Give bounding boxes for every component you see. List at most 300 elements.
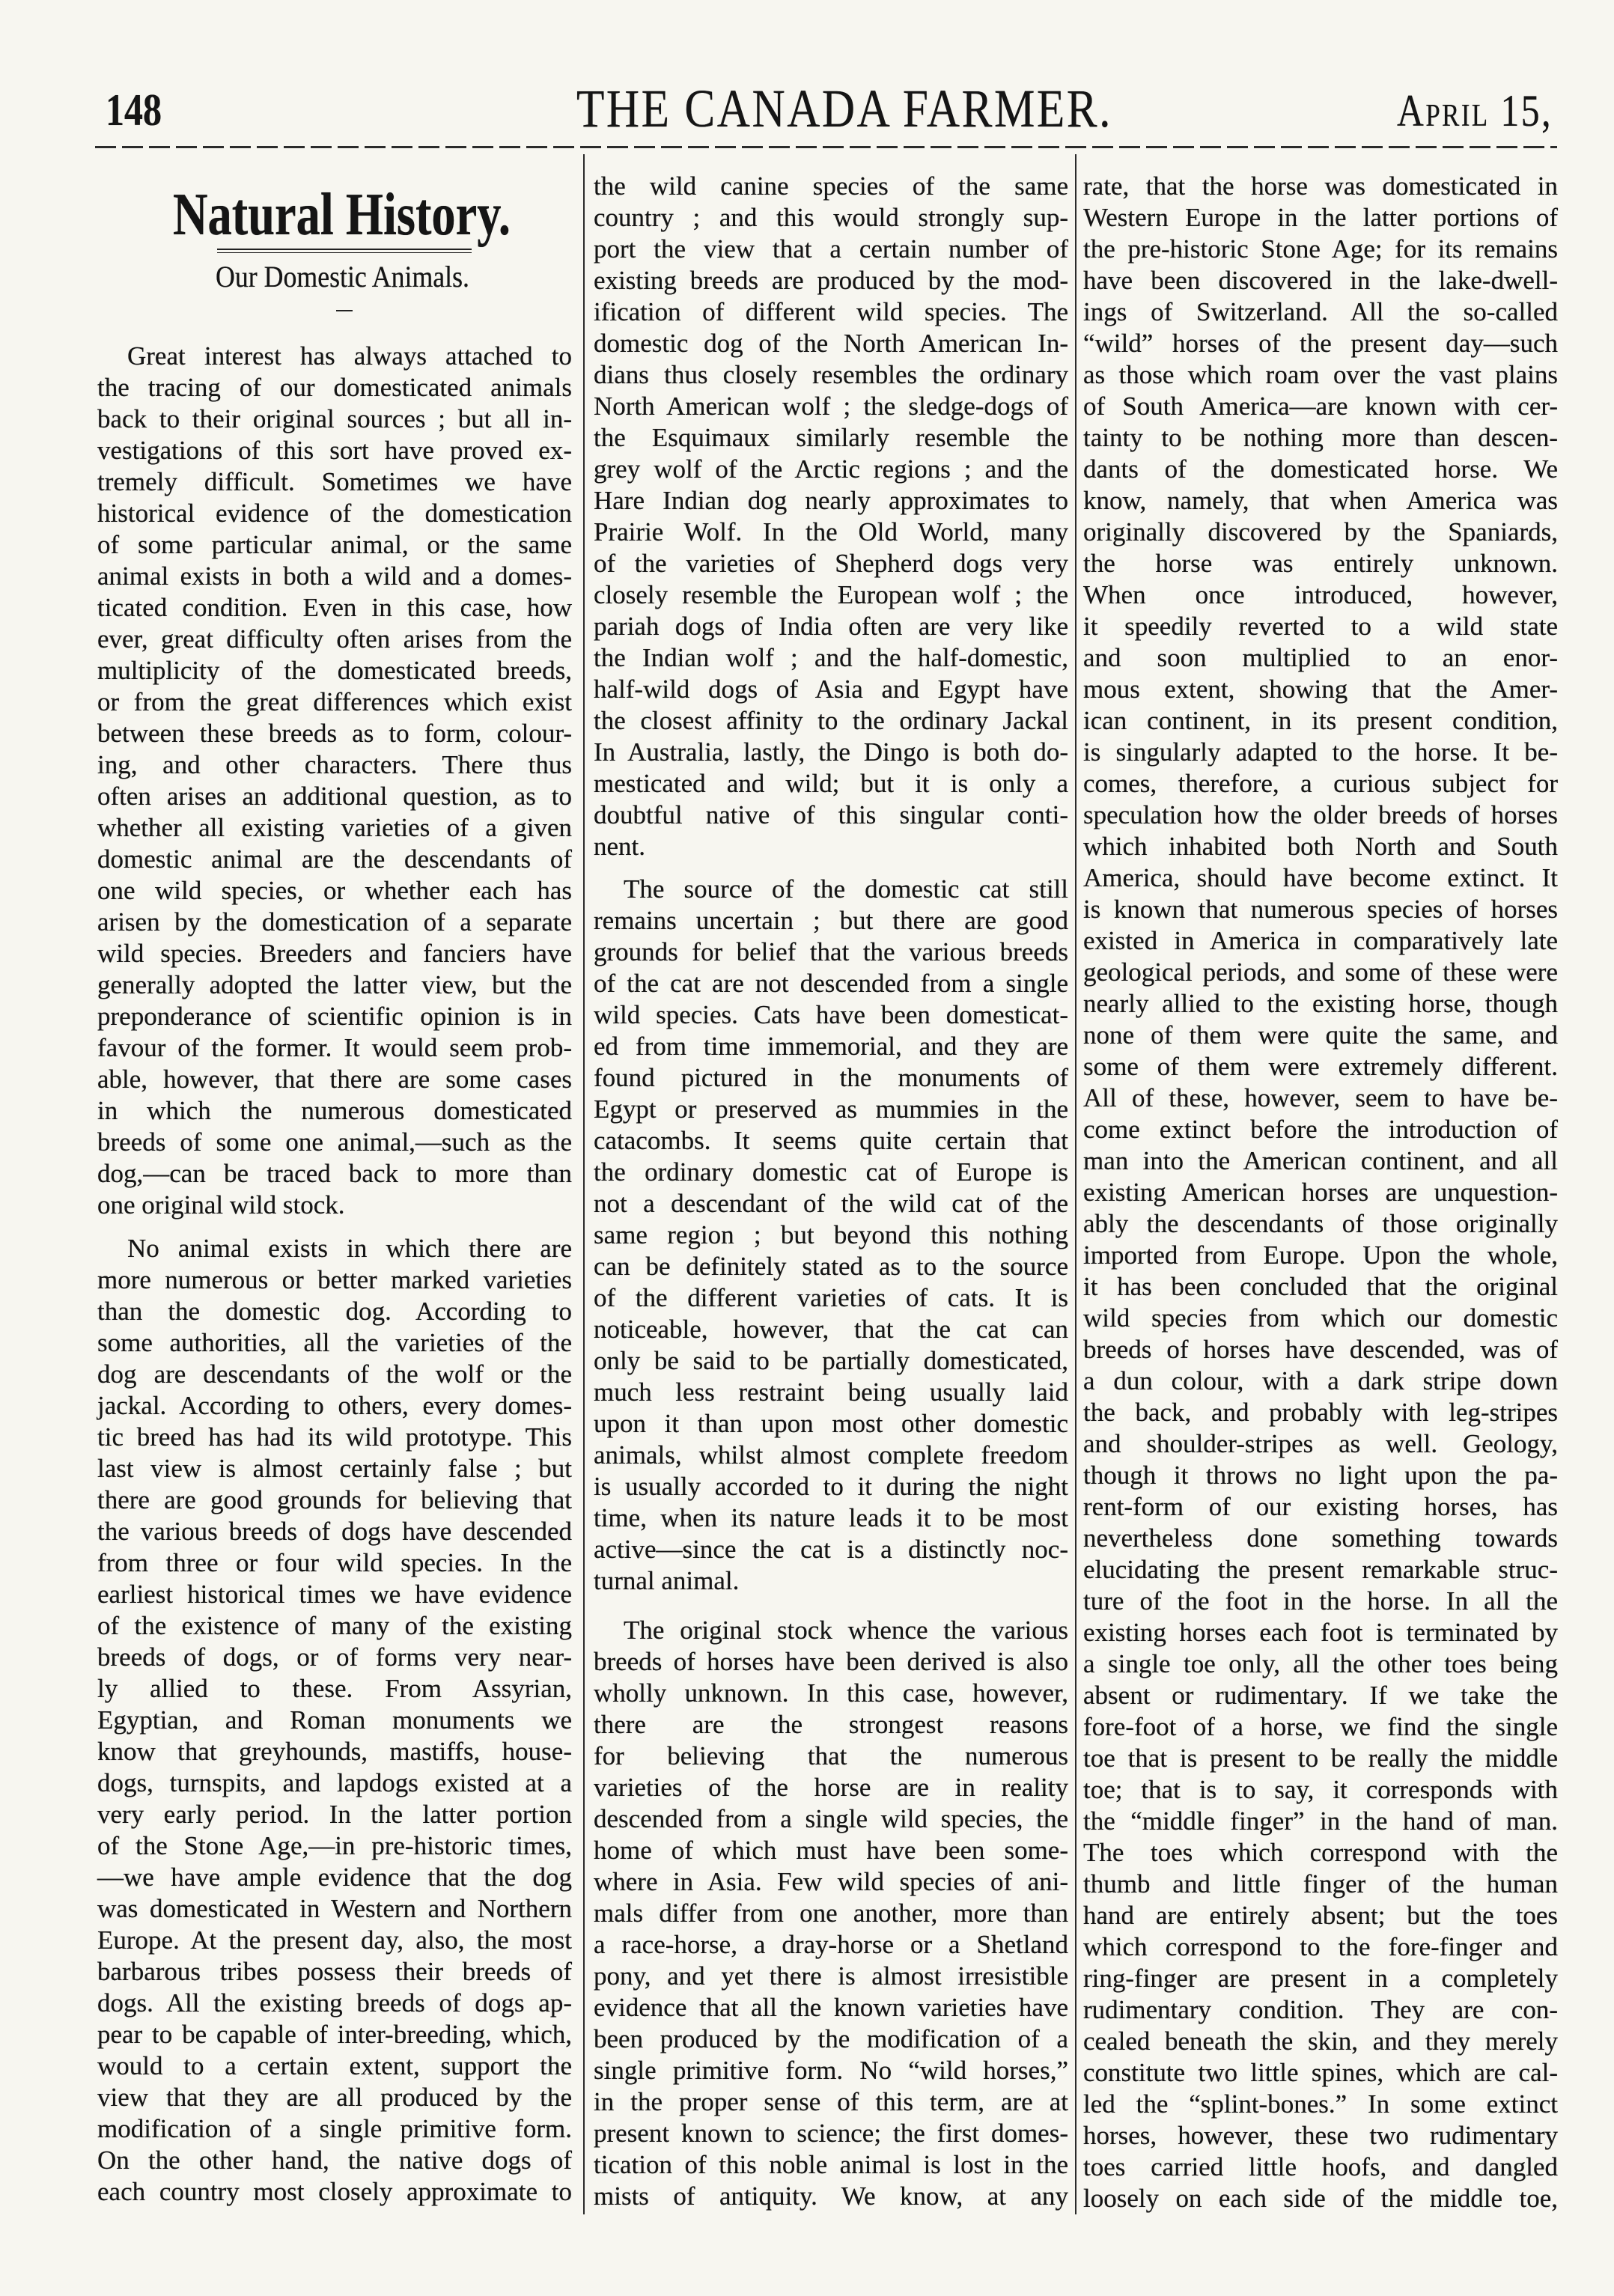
- text-line: [97, 1453, 572, 1485]
- text-line-content: dog,—can be traced back to more than: [97, 1159, 572, 1188]
- page-number-text: 148: [106, 85, 162, 135]
- text-line-content: breeds of horses have descended, was of: [1083, 1335, 1558, 1364]
- text-line-content: the closest affinity to the ordinary Jackal: [594, 706, 1068, 735]
- text-line: [594, 1898, 1068, 1929]
- text-line-content: breeds of horses have been derived is also: [594, 1647, 1068, 1676]
- text-line-content: tremely difficult. Sometimes we have: [97, 467, 572, 496]
- text-line-content: loosely on each side of the middle toe,: [1083, 2184, 1558, 2213]
- text-line: [1083, 925, 1558, 957]
- text-line: [1083, 1806, 1558, 1837]
- text-line: [1083, 768, 1558, 800]
- text-line-content: generally adopted the latter view, but the: [97, 970, 572, 999]
- text-line-content: Europe. At the present day, also, the most: [97, 1925, 572, 1955]
- text-line: [1083, 2120, 1558, 2152]
- text-line-content: tication of this noble animal is lost in the: [594, 2150, 1068, 2179]
- text-line-content: is usually accorded to it during the night: [594, 1472, 1068, 1501]
- text-line-content: each country most closely approximate to: [97, 2177, 572, 2206]
- text-line: [594, 1929, 1068, 1961]
- article-title: [216, 262, 469, 292]
- text-line-content: descended from a single wild species, the: [594, 1804, 1068, 1833]
- issue-date-text: April 15,: [1397, 86, 1553, 135]
- text-line-content: rate, that the horse was domesticated in: [1083, 171, 1558, 201]
- text-line-content: preponderance of scientific opinion is in: [97, 1002, 572, 1031]
- text-line-content: ed from time immemorial, and they are: [594, 1032, 1068, 1061]
- text-line: [594, 1125, 1068, 1157]
- text-line: [97, 341, 572, 372]
- text-line-content: one wild species, or whether each has: [97, 876, 572, 905]
- text-line-content: rudimentary condition. They are con-: [1083, 1995, 1558, 2024]
- text-line-content: where in Asia. Few wild species of ani-: [594, 1867, 1068, 1896]
- paragraph: [594, 171, 1068, 862]
- text-line-content: know, namely, that when America was: [1083, 486, 1558, 515]
- text-line: [594, 579, 1068, 611]
- text-line: [1083, 579, 1558, 611]
- text-line-content: turnal animal.: [594, 1566, 740, 1595]
- text-line-content: animal exists in both a wild and a domes-: [97, 561, 572, 591]
- text-line: [1083, 642, 1558, 674]
- text-line-content: Egypt or preserved as mummies in the: [594, 1094, 1068, 1124]
- text-line-content: closely resemble the European wolf ; the: [594, 580, 1068, 609]
- text-line: [97, 592, 572, 624]
- text-line: [594, 422, 1068, 454]
- paragraph: [97, 1233, 572, 2208]
- text-line-content: originally discovered by the Spaniards,: [1083, 517, 1558, 546]
- text-line-content: The toes which correspond with the: [1083, 1838, 1558, 1867]
- text-line-content: have been discovered in the lake-dwell-: [1083, 266, 1558, 295]
- paragraph: [97, 341, 572, 1221]
- text-line-content: grey wolf of the Arctic regions ; and the: [594, 454, 1068, 484]
- text-line-content: is known that numerous species of horses: [1083, 895, 1558, 924]
- text-line: [97, 1736, 572, 1767]
- text-line-content: the wild canine species of the same: [594, 171, 1068, 201]
- text-line: [1083, 1397, 1558, 1428]
- text-line-content: catacombs. It seems quite certain that: [594, 1126, 1068, 1155]
- text-line: [594, 1741, 1068, 1772]
- text-line: [97, 404, 572, 435]
- text-line-content: pony, and yet there is almost irresistible: [594, 1961, 1068, 1991]
- text-line: [594, 1251, 1068, 1282]
- text-line-content: it has been concluded that the original: [1083, 1272, 1558, 1301]
- text-line: [97, 1001, 572, 1032]
- text-line-content: arisen by the domestication of a separate: [97, 907, 572, 937]
- text-line: [97, 1956, 572, 1988]
- text-line: [1083, 800, 1558, 831]
- text-line: [594, 391, 1068, 422]
- column-2: [594, 171, 1068, 2212]
- column-divider: [583, 154, 585, 2214]
- text-line: [97, 2050, 572, 2082]
- text-line: [97, 1390, 572, 1422]
- text-line: [97, 1893, 572, 1925]
- text-line: [97, 1988, 572, 2019]
- text-line: [594, 2149, 1068, 2181]
- text-line: [594, 2118, 1068, 2149]
- text-line-content: been produced by the modification of a: [594, 2024, 1068, 2053]
- text-line-content: geological periods, and some of these were: [1083, 957, 1558, 987]
- text-line-content: from three or four wild species. In the: [97, 1548, 572, 1577]
- text-line: [97, 1579, 572, 1610]
- masthead: [576, 79, 1112, 138]
- text-line-content: multiplicity of the domesticated breeds,: [97, 656, 572, 685]
- text-line-content: is singularly adapted to the horse. It be-: [1083, 737, 1558, 767]
- text-line: [594, 2086, 1068, 2118]
- text-line-content: whether all existing varieties of a given: [97, 813, 572, 842]
- text-line: [1083, 1963, 1558, 1994]
- text-line: [1083, 1586, 1558, 1617]
- paragraph: [594, 874, 1068, 1597]
- text-line-content: existed in America in comparatively late: [1083, 926, 1558, 955]
- text-line: [97, 1925, 572, 1956]
- text-line: [594, 265, 1068, 296]
- text-line: [594, 1772, 1068, 1803]
- text-line-content: varieties of the horse are in reality: [594, 1773, 1068, 1802]
- text-line-content: the Indian wolf ; and the half-domestic,: [594, 643, 1068, 672]
- text-line: [1083, 548, 1558, 579]
- text-line-content: cealed beneath the skin, and they merely: [1083, 2026, 1558, 2056]
- text-line: [97, 1064, 572, 1095]
- text-line: [97, 1032, 572, 1064]
- text-line: [97, 1673, 572, 1705]
- text-line: [1083, 674, 1558, 705]
- text-line-content: found pictured in the monuments of: [594, 1063, 1068, 1092]
- text-line: [1083, 1617, 1558, 1648]
- text-line: [1083, 422, 1558, 454]
- title-rule: [217, 249, 472, 253]
- text-line-content: there are the strongest reasons: [594, 1710, 1068, 1739]
- text-line-content: absent or rudimentary. If we take the: [1083, 1681, 1558, 1710]
- text-line: [1083, 1240, 1558, 1271]
- text-line: [594, 1803, 1068, 1835]
- text-line: [97, 2113, 572, 2145]
- text-line-content: dogs, turnspits, and lapdogs existed at a: [97, 1768, 572, 1797]
- text-line: [1083, 485, 1558, 517]
- text-line-content: pariah dogs of India often are very like: [594, 612, 1068, 641]
- text-line-content: country ; and this would strongly sup-: [594, 203, 1068, 232]
- text-line: [1083, 1837, 1558, 1869]
- text-line-content: a race-horse, a dray-horse or a Shetland: [594, 1930, 1068, 1959]
- text-line-content: as those which roam over the vast plains: [1083, 360, 1558, 389]
- text-line: [594, 296, 1068, 328]
- text-line-content: a dun colour, with a dark stripe down: [1083, 1366, 1558, 1395]
- text-line: [97, 1799, 572, 1830]
- text-line-content: much less restraint being usually laid: [594, 1377, 1068, 1407]
- text-line: [594, 517, 1068, 548]
- text-line-content: wholly unknown. In this case, however,: [594, 1678, 1068, 1708]
- text-line-content: ticated condition. Even in this case, how: [97, 593, 572, 622]
- text-line: [594, 831, 1068, 862]
- text-line: [594, 705, 1068, 737]
- text-line-content: Egyptian, and Roman monuments we: [97, 1705, 572, 1735]
- text-line-content: nevertheless done something towards: [1083, 1523, 1558, 1553]
- text-line: [1083, 1931, 1558, 1963]
- text-line: [97, 561, 572, 592]
- text-line-content: in the proper sense of this term, are at: [594, 2087, 1068, 2116]
- header-rule: [95, 146, 1557, 148]
- text-line-content: tic breed has had its wild prototype. This: [97, 1422, 572, 1452]
- text-line-content: able, however, that there are some cases: [97, 1065, 572, 1094]
- text-line-content: constitute two little spines, which are cal-: [1083, 2058, 1558, 2087]
- text-line-content: barbarous tribes possess their breeds of: [97, 1957, 572, 1986]
- text-line-content: and shoulder-stripes as well. Geology,: [1083, 1429, 1558, 1458]
- text-line-content: of the different varieties of cats. It is: [594, 1283, 1068, 1312]
- text-line: [594, 1062, 1068, 1094]
- text-line: [594, 1314, 1068, 1345]
- text-line: [97, 1127, 572, 1158]
- text-line: [594, 1157, 1068, 1188]
- text-line-content: back to their original sources ; but all in-: [97, 404, 572, 433]
- text-line: [1083, 1428, 1558, 1460]
- text-line: [97, 812, 572, 844]
- text-line-content: tainty to be nothing more than descen-: [1083, 423, 1558, 452]
- text-line: [97, 1233, 572, 1264]
- text-line-content: some authorities, all the varieties of the: [97, 1328, 572, 1357]
- text-line-content: thumb and little finger of the human: [1083, 1869, 1558, 1898]
- text-line-content: horses, however, these two rudimentary: [1083, 2121, 1558, 2150]
- text-line: [1083, 1303, 1558, 1334]
- text-line: [594, 1835, 1068, 1866]
- text-line-content: dants of the domesticated horse. We: [1083, 454, 1558, 484]
- text-line: [1083, 1460, 1558, 1491]
- column-1: [97, 341, 572, 2208]
- text-line-content: than the domestic dog. According to: [97, 1297, 572, 1326]
- text-line: [1083, 611, 1558, 642]
- text-line: [1083, 988, 1558, 1020]
- text-line: [594, 1646, 1068, 1678]
- text-line: [1083, 957, 1558, 988]
- text-line: [1083, 328, 1558, 359]
- text-line-content: toe that is present to be really the middle: [1083, 1744, 1558, 1773]
- text-line-content: the Esquimaux similarly resemble the: [594, 423, 1068, 452]
- text-line: [594, 454, 1068, 485]
- text-line: [594, 611, 1068, 642]
- article-title-text: Our Domestic Animals.: [216, 260, 469, 293]
- text-line: [594, 1615, 1068, 1646]
- text-line-content: ings of Switzerland. All the so-called: [1083, 297, 1558, 326]
- text-line-content: North American wolf ; the sledge-dogs of: [594, 392, 1068, 421]
- department-heading-text: Natural History.: [173, 182, 511, 248]
- text-line-content: hand are entirely absent; but the toes: [1083, 1901, 1558, 1930]
- text-line-content: of the Stone Age,—in pre-historic times,: [97, 1831, 572, 1860]
- text-line-content: half-wild dogs of Asia and Egypt have: [594, 675, 1068, 704]
- text-line-content: pear to be capable of inter-breeding, which,: [97, 2020, 572, 2049]
- text-line-content: the various breeds of dogs have descended: [97, 1517, 572, 1546]
- text-line: [1083, 265, 1558, 296]
- text-line-content: The original stock whence the various: [624, 1616, 1068, 1645]
- text-line: [1083, 1774, 1558, 1806]
- text-line-content: nearly allied to the existing horse, though: [1083, 989, 1558, 1018]
- text-line: [1083, 1680, 1558, 1711]
- text-line-content: All of these, however, seem to have be-: [1083, 1083, 1558, 1112]
- text-line-content: grounds for belief that the various breeds: [594, 937, 1068, 966]
- issue-date: [1397, 88, 1553, 133]
- text-line-content: which correspond to the fore-finger and: [1083, 1932, 1558, 1961]
- text-line: [1083, 1051, 1558, 1082]
- text-line: [1083, 1491, 1558, 1523]
- text-line-content: domestic animal are the descendants of: [97, 844, 572, 874]
- text-line-content: one original wild stock.: [97, 1190, 345, 1219]
- text-line: [1083, 517, 1558, 548]
- text-line-content: of the existence of many of the existing: [97, 1611, 572, 1640]
- text-line-content: often arises an additional question, as to: [97, 782, 572, 811]
- text-line-content: mists of antiquity. We know, at any: [594, 2181, 1068, 2211]
- text-line-content: come extinct before the introduction of: [1083, 1115, 1558, 1144]
- text-line: [594, 874, 1068, 905]
- text-line: [594, 1961, 1068, 1992]
- text-line-content: the pre-historic Stone Age; for its remains: [1083, 234, 1558, 264]
- text-line: [594, 768, 1068, 800]
- text-line-content: the tracing of our domesticated animals: [97, 373, 572, 402]
- text-line-content: the horse was entirely unknown.: [1083, 549, 1558, 578]
- text-line-content: mesticated and wild; but it is only a: [594, 769, 1068, 798]
- text-line: [1083, 1271, 1558, 1303]
- text-line: [1083, 359, 1558, 391]
- text-line-content: ever, great difficulty often arises from the: [97, 624, 572, 654]
- text-line-content: evidence that all the known varieties have: [594, 1993, 1068, 2022]
- text-line-content: of the varieties of Shepherd dogs very: [594, 549, 1068, 578]
- text-line: [594, 1866, 1068, 1898]
- text-line-content: toes carried little hoofs, and dangled: [1083, 2152, 1558, 2181]
- text-line-content: nent.: [594, 832, 646, 861]
- text-line: [97, 875, 572, 907]
- text-line-content: On the other hand, the native dogs of: [97, 2146, 572, 2175]
- text-line: [97, 844, 572, 875]
- text-line-content: speculation how the older breeds of horses: [1083, 800, 1558, 829]
- text-line: [97, 718, 572, 749]
- text-line-content: though it throws no light upon the pa-: [1083, 1461, 1558, 1490]
- text-line-content: Western Europe in the latter portions of: [1083, 203, 1558, 232]
- paragraph: [594, 1615, 1068, 2212]
- text-line-content: the back, and probably with leg-stripes: [1083, 1398, 1558, 1427]
- text-line: [1083, 894, 1558, 925]
- text-line: [594, 234, 1068, 265]
- text-line-content: mals differ from one another, more than: [594, 1898, 1068, 1928]
- masthead-text: THE CANADA FARMER.: [576, 79, 1112, 138]
- text-line-content: The source of the domestic cat still: [624, 874, 1068, 904]
- text-line: [1083, 171, 1558, 202]
- text-line: [594, 1709, 1068, 1741]
- text-line-content: the “middle finger” in the hand of man.: [1083, 1806, 1558, 1836]
- text-line-content: home of which must have been some-: [594, 1836, 1068, 1865]
- text-line: [1083, 454, 1558, 485]
- text-line: [1083, 1554, 1558, 1586]
- text-line: [97, 1547, 572, 1579]
- text-line-content: present known to science; the first domes-: [594, 2119, 1068, 2148]
- text-line: [97, 1767, 572, 1799]
- text-line: [594, 737, 1068, 768]
- text-line-content: upon it than upon most other domestic: [594, 1409, 1068, 1438]
- text-line-content: fore-foot of a horse, we find the single: [1083, 1712, 1558, 1741]
- text-line: [1083, 1020, 1558, 1051]
- text-line-content: single primitive form. No “wild horses,”: [594, 2056, 1068, 2085]
- text-line: [594, 674, 1068, 705]
- text-line-content: of some particular animal, or the same: [97, 530, 572, 559]
- text-line-content: Prairie Wolf. In the Old World, many: [594, 517, 1068, 546]
- text-line-content: same region ; but beyond this nothing: [594, 1220, 1068, 1249]
- text-line: [97, 498, 572, 529]
- text-line: [1083, 1869, 1558, 1900]
- text-line: [594, 1094, 1068, 1125]
- text-line-content: between these breeds as to form, colour-: [97, 719, 572, 748]
- text-line-content: No animal exists in which there are: [127, 1234, 572, 1263]
- text-line-content: elucidating the present remarkable struc-: [1083, 1555, 1558, 1584]
- text-line-content: ably the descendants of those originally: [1083, 1209, 1558, 1238]
- text-line-content: noticeable, however, that the cat can: [594, 1315, 1068, 1344]
- text-line: [594, 171, 1068, 202]
- text-line-content: was domesticated in Western and Northern: [97, 1894, 572, 1923]
- text-line-content: very early period. In the latter portion: [97, 1800, 572, 1829]
- text-line-content: some of them were extremely different.: [1083, 1052, 1558, 1081]
- page-number: [106, 85, 162, 135]
- text-line: [594, 485, 1068, 517]
- text-line: [97, 2145, 572, 2176]
- text-line-content: dogs. All the existing breeds of dogs ap-: [97, 1988, 572, 2018]
- text-line: [97, 529, 572, 561]
- text-line-content: time, when its nature leads it to be most: [594, 1503, 1068, 1532]
- text-line: [97, 2176, 572, 2208]
- text-line: [1083, 705, 1558, 737]
- text-line-content: When once introduced, however,: [1083, 580, 1558, 609]
- text-line: [97, 1095, 572, 1127]
- text-line: [97, 1359, 572, 1390]
- text-line: [97, 938, 572, 969]
- text-line-content: comes, therefore, a curious subject for: [1083, 769, 1558, 798]
- text-line: [97, 2082, 572, 2113]
- text-line: [97, 1610, 572, 1642]
- text-line: [1083, 2152, 1558, 2183]
- column-divider: [1075, 154, 1076, 2214]
- text-line: [594, 1992, 1068, 2024]
- text-line-content: mous extent, showing that the Amer-: [1083, 675, 1558, 704]
- text-line: [594, 1282, 1068, 1314]
- text-line: [594, 800, 1068, 831]
- text-line-content: can be definitely stated as to the source: [594, 1252, 1068, 1281]
- text-line: [97, 1327, 572, 1359]
- text-line-content: animals, whilst almost complete freedom: [594, 1440, 1068, 1470]
- text-line: [594, 1678, 1068, 1709]
- text-line-content: view that they are all produced by the: [97, 2083, 572, 2112]
- text-line: [1083, 202, 1558, 234]
- text-line: [594, 937, 1068, 968]
- text-line-content: of South America—are known with cer-: [1083, 392, 1558, 421]
- text-line-content: breeds of dogs, or of forms very near-: [97, 1642, 572, 1672]
- text-line-content: there are good grounds for believing that: [97, 1485, 572, 1514]
- text-line-content: more numerous or better marked varieties: [97, 1265, 572, 1294]
- text-line-content: doubtful native of this singular conti-: [594, 800, 1068, 829]
- text-line: [1083, 1208, 1558, 1240]
- text-line-content: domestic dog of the North American In-: [594, 329, 1068, 358]
- text-line-content: In Australia, lastly, the Dingo is both do-: [594, 737, 1068, 767]
- text-line-content: America, should have become extinct. It: [1083, 863, 1558, 892]
- text-line: [594, 2024, 1068, 2055]
- text-line: [1083, 831, 1558, 862]
- text-line: [97, 1422, 572, 1453]
- text-line-content: led the “splint-bones.” In some extinct: [1083, 2089, 1558, 2119]
- text-line-content: active—since the cat is a distinctly noc-: [594, 1535, 1068, 1564]
- text-line-content: imported from Europe. Upon the whole,: [1083, 1240, 1558, 1270]
- text-line: [1083, 1177, 1558, 1208]
- text-line: [594, 328, 1068, 359]
- text-line-content: —we have ample evidence that the dog: [97, 1863, 572, 1892]
- text-line-content: of the cat are not descended from a single: [594, 969, 1068, 998]
- text-line-content: Great interest has always attached to: [127, 341, 572, 371]
- text-line-content: last view is almost certainly false ; but: [97, 1454, 572, 1483]
- text-line: [594, 1408, 1068, 1440]
- text-line-content: ing, and other characters. There thus: [97, 750, 572, 779]
- text-line: [594, 359, 1068, 391]
- text-line: [1083, 1711, 1558, 1743]
- text-line-content: rent-form of our existing horses, has: [1083, 1492, 1558, 1521]
- text-line-content: wild species. Cats have been domesticat-: [594, 1000, 1068, 1029]
